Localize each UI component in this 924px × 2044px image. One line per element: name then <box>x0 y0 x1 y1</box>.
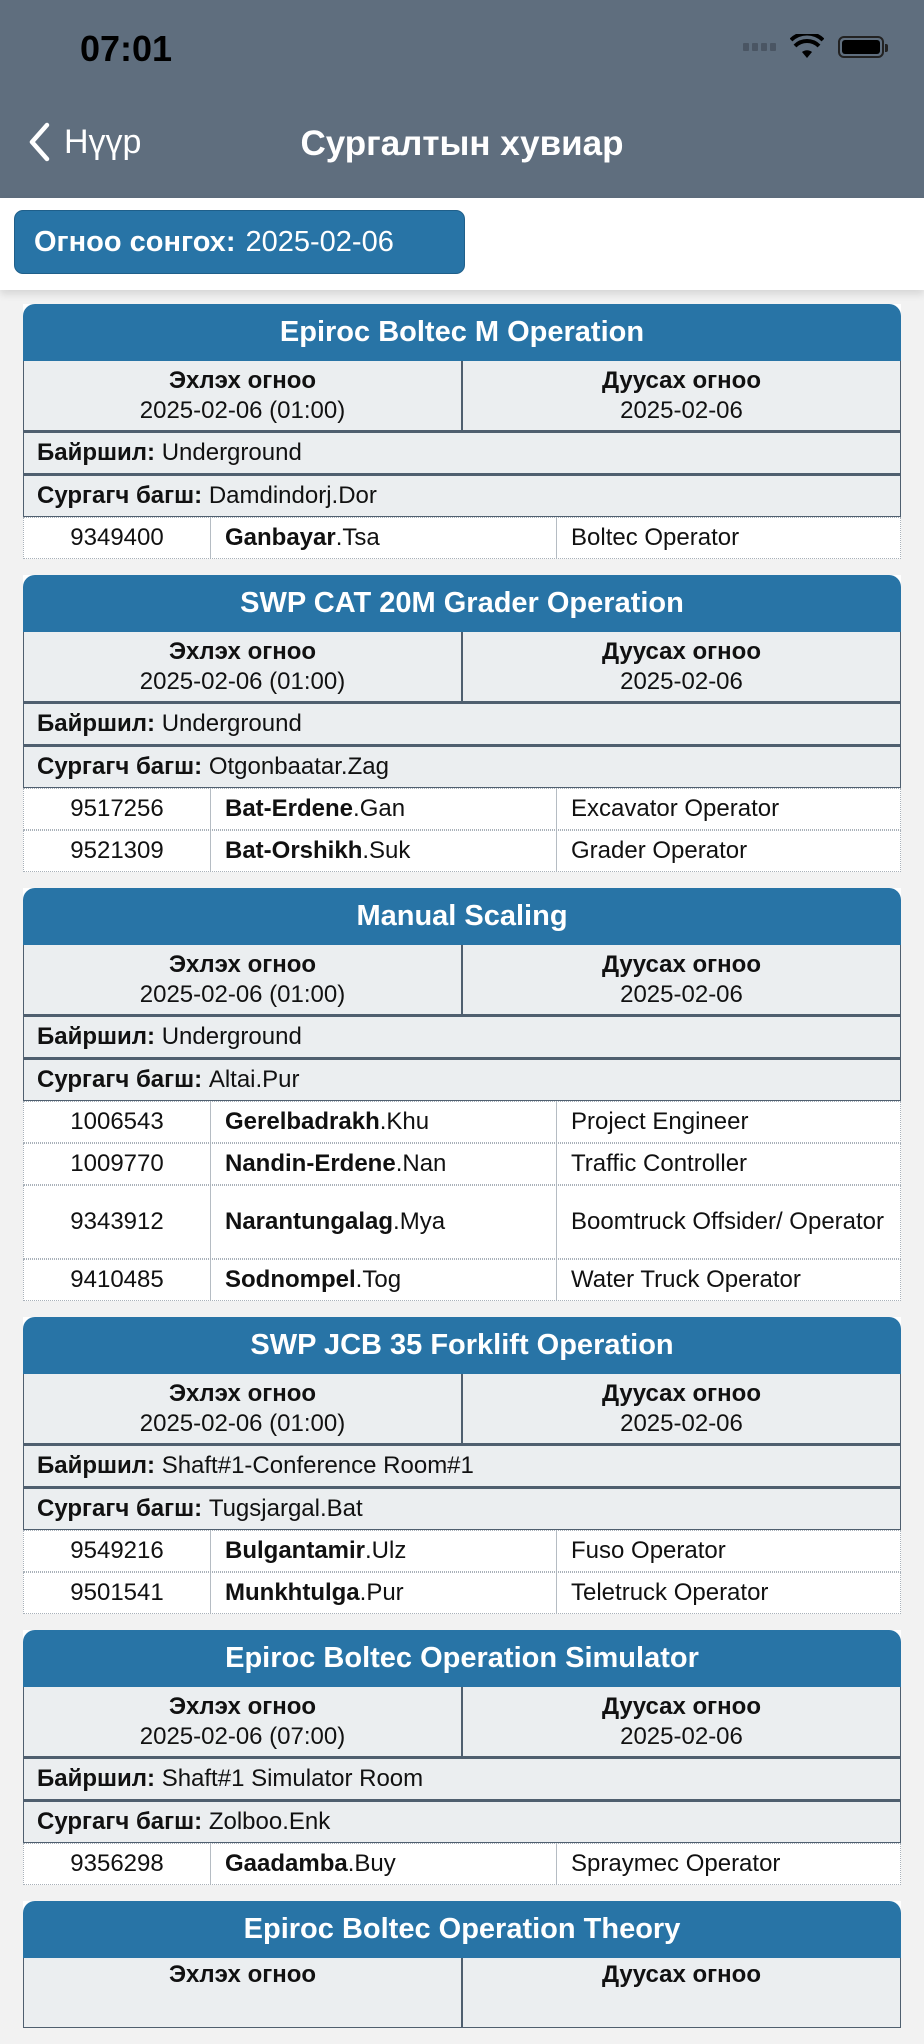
location-row <box>23 431 901 474</box>
employee-id: 9410485 <box>24 1260 211 1300</box>
participant-row[interactable] <box>23 1143 901 1185</box>
location-label: Байршил: <box>37 1765 156 1792</box>
date-row <box>23 945 901 1015</box>
training-list[interactable] <box>23 304 901 2044</box>
instructor-value: Tugsjargal.Bat <box>208 1495 363 1522</box>
cellular-signal-icon <box>743 43 776 51</box>
start-date-value: 2025-02-06 (01:00) <box>139 668 346 695</box>
instructor-value: Zolboo.Enk <box>208 1808 331 1835</box>
date-row <box>23 1687 901 1757</box>
page-title: Сургалтын хувиар <box>300 124 624 163</box>
end-date-cell <box>463 1374 900 1443</box>
employee-id: 9501541 <box>24 1573 211 1613</box>
employee-id: 9343912 <box>24 1186 211 1258</box>
last-name: .Ulz <box>365 1537 407 1564</box>
end-date-cell <box>463 1958 900 2027</box>
start-date-cell <box>24 945 463 1014</box>
last-name: .Nan <box>395 1150 447 1177</box>
status-icons <box>743 34 884 60</box>
start-date-cell <box>24 1687 463 1756</box>
battery-icon <box>838 36 884 58</box>
location-row <box>23 1757 901 1800</box>
location-label: Байршил: <box>37 1023 156 1050</box>
employee-id: 9349400 <box>24 518 211 558</box>
first-name: Bat-Erdene <box>225 795 354 822</box>
employee-id: 1009770 <box>24 1144 211 1184</box>
start-date-cell <box>24 361 463 430</box>
end-date-cell <box>463 1687 900 1756</box>
instructor-label: Сургагч багш: <box>37 753 203 780</box>
employee-id: 9517256 <box>24 789 211 829</box>
start-date-label: Эхлэх огноо <box>168 367 317 394</box>
instructor-label: Сургагч багш: <box>37 1495 203 1522</box>
instructor-value: Altai.Pur <box>208 1066 300 1093</box>
training-card <box>23 888 901 1301</box>
first-name: Bat-Orshikh <box>225 837 363 864</box>
first-name: Gerelbadrakh <box>225 1108 380 1135</box>
training-card <box>23 304 901 559</box>
first-name: Munkhtulga <box>225 1579 360 1606</box>
end-date-label: Дуусах огноо <box>602 1693 761 1720</box>
participant-role: Spraymec Operator <box>571 1850 781 1877</box>
participant-row[interactable] <box>23 1843 901 1885</box>
date-picker-value: 2025-02-06 <box>245 225 394 258</box>
participant-row[interactable] <box>23 1530 901 1572</box>
participant-row[interactable] <box>23 1185 901 1259</box>
location-value: Underground <box>161 710 302 737</box>
participant-role: Boltec Operator <box>571 524 740 551</box>
last-name: .Tog <box>355 1266 402 1293</box>
instructor-label: Сургагч багш: <box>37 1808 203 1835</box>
first-name: Nandin-Erdene <box>225 1150 396 1177</box>
training-card <box>23 1901 901 2028</box>
participant-role: Project Engineer <box>571 1108 749 1135</box>
last-name: .Pur <box>359 1579 404 1606</box>
start-date-label: Эхлэх огноо <box>168 951 317 978</box>
end-date-cell <box>463 361 900 430</box>
training-card <box>23 1630 901 1885</box>
training-title: Epiroc Boltec Operation Theory <box>23 1901 901 1958</box>
start-date-value: 2025-02-06 (01:00) <box>139 1410 346 1437</box>
training-card <box>23 575 901 872</box>
start-date-cell <box>24 1958 463 2027</box>
participant-row[interactable] <box>23 517 901 559</box>
employee-id: 9521309 <box>24 831 211 871</box>
start-date-cell <box>24 1374 463 1443</box>
location-value: Shaft#1 Simulator Room <box>161 1765 424 1792</box>
date-row <box>23 632 901 702</box>
date-row <box>23 1374 901 1444</box>
back-label: Нүүр <box>64 122 142 161</box>
last-name: .Mya <box>393 1208 446 1235</box>
end-date-cell <box>463 945 900 1014</box>
participant-role: Grader Operator <box>571 837 748 864</box>
participant-name <box>211 789 557 829</box>
instructor-label: Сургагч багш: <box>37 1066 203 1093</box>
end-date-label: Дуусах огноо <box>602 638 761 665</box>
training-title: Manual Scaling <box>23 888 901 945</box>
location-row <box>23 1444 901 1487</box>
end-date-value: 2025-02-06 <box>620 668 743 695</box>
training-title: Epiroc Boltec Operation Simulator <box>23 1630 901 1687</box>
first-name: Ganbayar <box>225 524 336 551</box>
start-date-value: 2025-02-06 (01:00) <box>139 981 346 1008</box>
location-label: Байршил: <box>37 439 156 466</box>
end-date-label: Дуусах огноо <box>602 1961 761 1988</box>
instructor-row <box>23 1800 901 1843</box>
last-name: .Buy <box>347 1850 396 1877</box>
instructor-row <box>23 474 901 517</box>
training-title: SWP JCB 35 Forklift Operation <box>23 1317 901 1374</box>
training-card <box>23 1317 901 1614</box>
location-row <box>23 702 901 745</box>
instructor-row <box>23 745 901 788</box>
participant-name <box>211 1844 557 1884</box>
navigation-header <box>0 0 924 198</box>
participant-row[interactable] <box>23 1259 901 1301</box>
training-title: SWP CAT 20M Grader Operation <box>23 575 901 632</box>
employee-id: 9549216 <box>24 1531 211 1571</box>
participant-name <box>211 1260 557 1300</box>
first-name: Bulgantamir <box>225 1537 366 1564</box>
end-date-value: 2025-02-06 <box>620 397 743 424</box>
start-date-label: Эхлэх огноо <box>168 1380 317 1407</box>
instructor-value: Damdindorj.Dor <box>208 482 377 509</box>
last-name: .Tsa <box>335 524 380 551</box>
participant-row[interactable] <box>23 830 901 872</box>
instructor-row <box>23 1487 901 1530</box>
date-picker-button[interactable] <box>14 210 465 274</box>
first-name: Sodnompel <box>225 1266 356 1293</box>
last-name: .Gan <box>353 795 406 822</box>
participant-role: Traffic Controller <box>571 1150 748 1177</box>
employee-id: 1006543 <box>24 1102 211 1142</box>
location-value: Underground <box>161 1023 302 1050</box>
wifi-icon <box>790 34 824 60</box>
first-name: Gaadamba <box>225 1850 348 1877</box>
start-date-cell <box>24 632 463 701</box>
instructor-row <box>23 1058 901 1101</box>
date-bar <box>0 198 924 290</box>
start-date-value: 2025-02-06 (01:00) <box>139 397 346 424</box>
participant-role: Boomtruck Offsider/ Operator <box>571 1208 885 1235</box>
end-date-value: 2025-02-06 <box>620 1410 743 1437</box>
participant-name <box>211 1531 557 1571</box>
location-label: Байршил: <box>37 710 156 737</box>
start-date-value: 2025-02-06 (07:00) <box>139 1723 346 1750</box>
last-name: .Khu <box>379 1108 430 1135</box>
participant-role: Water Truck Operator <box>571 1266 801 1293</box>
last-name: .Suk <box>362 837 411 864</box>
training-title: Epiroc Boltec M Operation <box>23 304 901 361</box>
participant-name <box>211 1186 557 1258</box>
end-date-label: Дуусах огноо <box>602 1380 761 1407</box>
employee-id: 9356298 <box>24 1844 211 1884</box>
start-date-label: Эхлэх огноо <box>168 638 317 665</box>
participant-role: Excavator Operator <box>571 795 780 822</box>
date-picker-label: Огноо сонгох: <box>34 225 236 258</box>
location-label: Байршил: <box>37 1452 156 1479</box>
participant-name <box>211 518 557 558</box>
end-date-cell <box>463 632 900 701</box>
participant-row[interactable] <box>23 1101 901 1143</box>
participant-name <box>211 1102 557 1142</box>
location-row <box>23 1015 901 1058</box>
participant-name <box>211 831 557 871</box>
first-name: Narantungalag <box>225 1208 394 1235</box>
status-time: 07:01 <box>80 28 173 69</box>
instructor-label: Сургагч багш: <box>37 482 203 509</box>
participant-row[interactable] <box>23 788 901 830</box>
start-date-label: Эхлэх огноо <box>168 1693 317 1720</box>
start-date-label: Эхлэх огноо <box>168 1961 317 1988</box>
participant-name <box>211 1573 557 1613</box>
end-date-value: 2025-02-06 <box>620 981 743 1008</box>
participant-row[interactable] <box>23 1572 901 1614</box>
end-date-value: 2025-02-06 <box>620 1723 743 1750</box>
participant-role: Teletruck Operator <box>571 1579 769 1606</box>
participant-name <box>211 1144 557 1184</box>
instructor-value: Otgonbaatar.Zag <box>208 753 389 780</box>
end-date-label: Дуусах огноо <box>602 951 761 978</box>
location-value: Underground <box>161 439 302 466</box>
end-date-label: Дуусах огноо <box>602 367 761 394</box>
date-row <box>23 1958 901 2028</box>
location-value: Shaft#1-Conference Room#1 <box>161 1452 474 1479</box>
date-row <box>23 361 901 431</box>
participant-role: Fuso Operator <box>571 1537 726 1564</box>
